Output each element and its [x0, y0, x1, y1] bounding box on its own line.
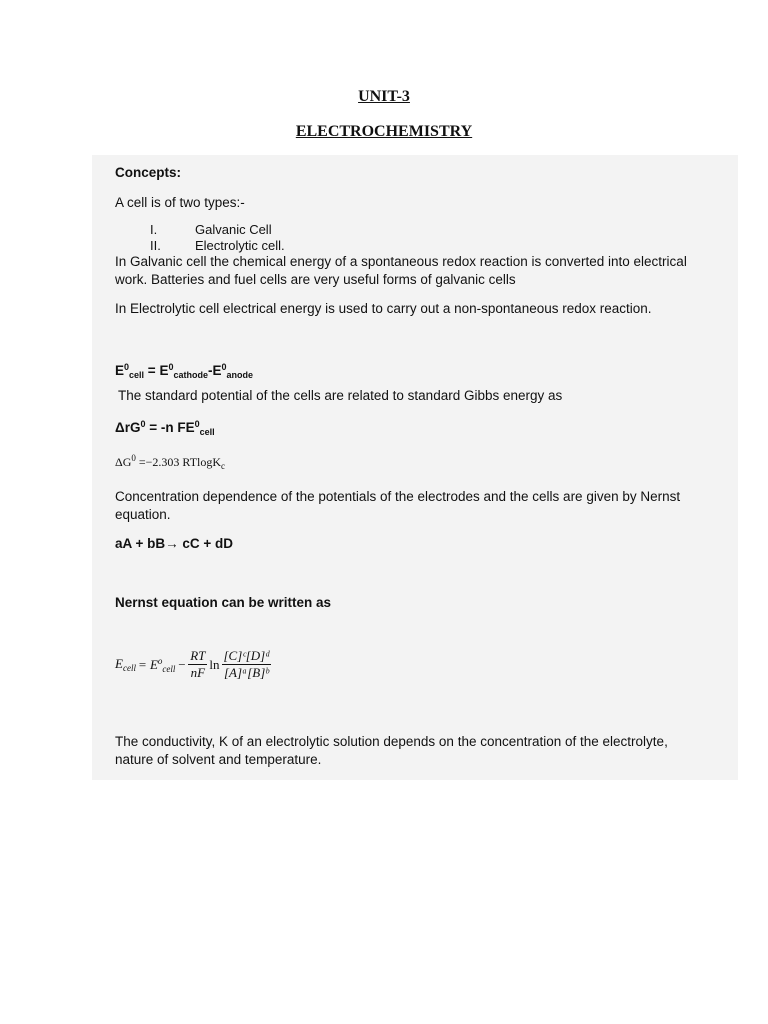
galvanic-description-line1: In Galvanic cell the chemical energy of a spontaneous redox reaction is converted into electrical: [115, 254, 687, 269]
concentration-line2: equation.: [115, 507, 171, 522]
delta-g-equation: ΔrG$^0$ = -n $FE^0_{cell}$: [115, 419, 215, 437]
conductivity-line2: nature of solvent and temperature.: [115, 752, 322, 767]
galvanic-description-line2: work. Batteries and fuel cells are very useful forms of galvanic cells: [115, 272, 516, 287]
ecell-equation: $E^0_{cell} = E^0_{cathode}-E^0_{anode}$: [115, 362, 254, 380]
concepts-heading: Concepts:: [115, 165, 182, 180]
reaction-equation: aA + bB→ cC + dD: [115, 536, 234, 551]
electrolytic-description: In Electrolytic cell electrical energy is used to carry out a non-spontaneous redox reaction.: [115, 301, 652, 316]
rt-over-nf-fraction: $\frac{RT}{nF}$: [190, 648, 206, 680]
list-item-number: I.: [150, 222, 158, 237]
nernst-equation: $E_{cell}$ = $E^o_{cell}$ − $\frac{RT}{nF}$ ln $\frac{\text{[C]ᶜ[D]ᵈ}}{\text{[A]ᵃ[B]ᵇ}}$: [115, 648, 270, 680]
concentration-line1: Concentration dependence of the potentials of the electrodes and the cells are given by Nernst: [115, 489, 681, 504]
list-item-galvanic: Galvanic Cell: [195, 222, 272, 237]
cell-types-intro: A cell is of two types:-: [115, 195, 245, 210]
chapter-title: ELECTROCHEMISTRY: [295, 123, 473, 140]
gibbs-intro: The standard potential of the cells are related to standard Gibbs energy as: [118, 388, 563, 403]
delta-g-log-equation: $\Delta G^0 =-2.303$ RTlogK$_c$: [115, 453, 226, 471]
conductivity-line1: The conductivity, K of an electrolytic solution depends on the concentration of the electrolyte,: [115, 734, 668, 749]
list-item-electrolytic: Electrolytic cell.: [195, 238, 285, 253]
concentration-ratio-fraction: $\frac{\text{[C]ᶜ[D]ᵈ}}{\text{[A]ᵃ[B]ᵇ}}$: [223, 648, 270, 680]
list-item-number: II.: [150, 238, 161, 253]
nernst-intro: Nernst equation can be written as: [115, 595, 332, 610]
unit-title: UNIT-3: [358, 88, 410, 105]
